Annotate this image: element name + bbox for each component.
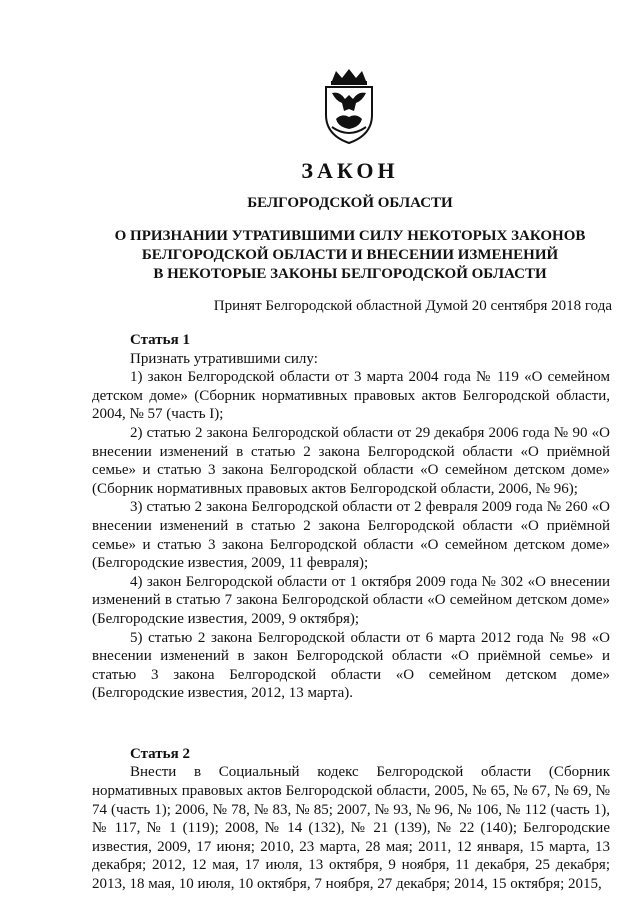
subject-line: О ПРИЗНАНИИ УТРАТИВШИМИ СИЛУ НЕКОТОРЫХ ЗАКОНОВ [114, 228, 586, 244]
adoption-note: Принят Белгородской областной Думой 20 сентября 2018 года [213, 298, 612, 314]
article-2-text: Внести в Социальный кодекс Белгородской области (Сборник нормативных правовых актов Белгородской области, 2005, № 65, № 67, № 69, № 74 (часть 1); 2006, № 78, № 83, № 85; 2007, № 93, № 96, № 106, № 112 (часть 1), № 117, № 1 (119); 2008, № 14 (132), № 21 (139), № 22 (140); Белгородские известия, 2009, 17 июня; 2010, 23 марта, 28 мая; 2011, 12 января, 15 марта, 13 декабря; 2012, 12 мая, 17 июля, 13 октября, 9 ноября, 11 декабря, 25 декабря; 2013, 18 мая, 10 июля, 10 октября, 7 ноября, 27 декабря; 2014, 15 октября; 2015, [92, 764, 610, 893]
document-region: БЕЛГОРОДСКОЙ ОБЛАСТИ [247, 195, 453, 211]
article-1-item: 1) закон Белгородской области от 3 марта 2004 года № 119 «О семейном детском доме» (Сборник нормативных правовых актов Белгородской области, 2004, № 57 (часть I); [92, 369, 610, 423]
article-1-heading: Статья 1 [130, 332, 190, 348]
article-1-item: 5) статью 2 закона Белгородской области от 6 марта 2012 года № 98 «О внесении изменений в закон Белгородской области «О приёмной семье» и статью 3 закона Белгородской области «О семейном детском доме» (Белгородские известия, 2012, 13 марта). [92, 629, 610, 702]
article-1-intro: Признать утратившими силу: [130, 350, 318, 367]
article-1-item: 4) закон Белгородской области от 1 октября 2009 года № 302 «О внесении изменений в статью 7 закона Белгородской области «О семейном детском доме» (Белгородские известия, 2009, 9 октября); [92, 573, 610, 627]
coat-of-arms-icon [318, 67, 380, 145]
document-title: ЗАКОН [301, 158, 399, 183]
spacer [92, 703, 610, 745]
subject-line: БЕЛГОРОДСКОЙ ОБЛАСТИ И ВНЕСЕНИИ ИЗМЕНЕНИЙ [141, 247, 559, 263]
article-1-item: 3) статью 2 закона Белгородской области от 2 февраля 2009 года № 260 «О внесении изменений в статью 2 закона Белгородской области «О приёмной семье» и статью 3 закона Белгородской области «О семейном детском доме» (Белгородские известия, 2009, 11 февраля); [92, 499, 610, 572]
article-1-item: 2) статью 2 закона Белгородской области от 29 декабря 2006 года № 90 «О внесении изменений в статью 2 закона Белгородской области «О приёмной семье» и статью 3 закона Белгородской области «О семейном детском доме» (Сборник нормативных правовых актов Белгородской области, 2006, № 96); [92, 424, 610, 497]
article-2-heading: Статья 2 [130, 745, 190, 762]
law-body [92, 331, 610, 894]
subject-line: В НЕКОТОРЫЕ ЗАКОНЫ БЕЛГОРОДСКОЙ ОБЛАСТИ [153, 266, 547, 282]
law-subject [95, 227, 605, 284]
coat-of-arms-emblem [318, 67, 380, 145]
